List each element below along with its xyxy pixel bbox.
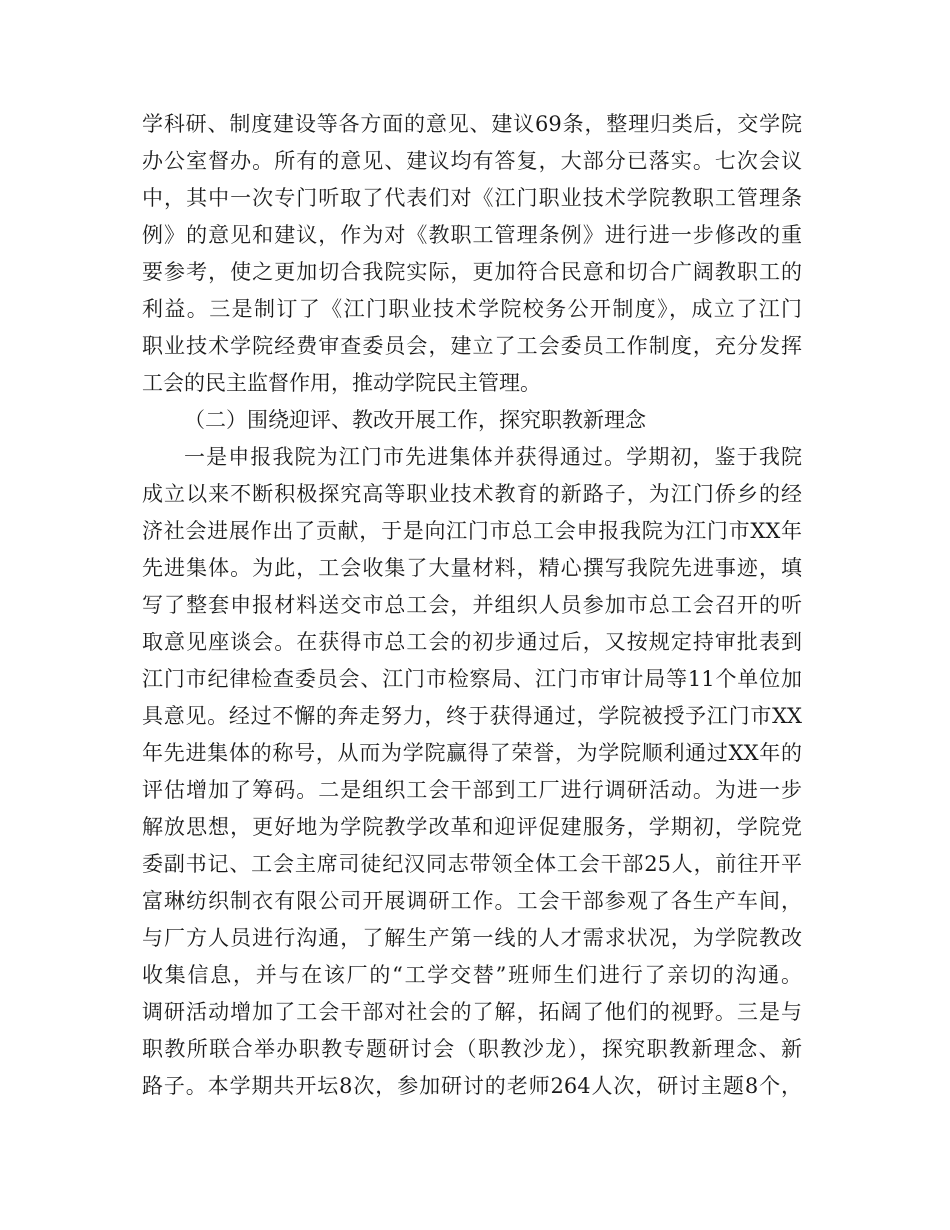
text-line: 具意见。经过不懈的奔走努力，终于获得通过，学院被授予江门市XX — [142, 704, 802, 728]
text-line: 工会的民主监督作用，推动学院民主管理。 — [142, 371, 541, 395]
text-line: 中，其中一次专门听取了代表们对《江门职业技术学院教职工管理条 — [142, 186, 802, 210]
text-line: 写了整套申报材料送交市总工会，并组织人员参加市总工会召开的听 — [142, 593, 802, 617]
text-line: 职教所联合举办职教专题研讨会（职教沙龙），探究职教新理念、新 — [142, 1037, 802, 1061]
paragraph-1 — [142, 106, 802, 402]
text-line: 一是申报我院为江门市先进集体并获得通过。学期初，鉴于我院 — [184, 445, 802, 469]
text-line: 例》的意见和建议，作为对《教职工管理条例》进行进一步修改的重 — [142, 223, 802, 247]
text-line: 富琳纺织制衣有限公司开展调研工作。工会干部参观了各生产车间， — [142, 889, 802, 913]
paragraph-2 — [142, 439, 802, 1105]
document-body — [142, 106, 802, 1105]
text-line: 学科研、制度建设等各方面的意见、建议69条，整理归类后，交学院 — [142, 112, 802, 136]
text-line: 要参考，使之更加切合我院实际，更加符合民意和切合广阔教职工的 — [142, 260, 802, 284]
text-line: 年先进集体的称号，从而为学院赢得了荣誉，为学院顺利通过XX年的 — [142, 741, 802, 765]
text-line: 成立以来不断积极探究高等职业技术教育的新路子，为江门侨乡的经 — [142, 482, 802, 506]
text-line: 济社会进展作出了贡献，于是向江门市总工会申报我院为江门市XX年 — [142, 519, 802, 543]
text-line: 利益。三是制订了《江门职业技术学院校务公开制度》，成立了江门 — [142, 297, 802, 321]
text-line: 委副书记、工会主席司徒纪汉同志带领全体工会干部25人，前往开平 — [142, 852, 802, 876]
text-line: 办公室督办。所有的意见、建议均有答复，大部分已落实。七次会议 — [142, 149, 802, 173]
text-line: 先进集体。为此，工会收集了大量材料，精心撰写我院先进事迹，填 — [142, 556, 802, 580]
text-line: 江门市纪律检查委员会、江门市检察局、江门市审计局等11个单位加 — [142, 667, 802, 691]
text-line: 收集信息，并与在该厂的“工学交替”班师生们进行了亲切的沟通。 — [142, 963, 802, 987]
text-line: 与厂方人员进行沟通，了解生产第一线的人才需求状况，为学院教改 — [142, 926, 802, 950]
text-line: 职业技术学院经费审查委员会，建立了工会委员工作制度，充分发挥 — [142, 334, 802, 358]
text-line: 解放思想，更好地为学院教学改革和迎评促建服务，学期初，学院党 — [142, 815, 802, 839]
text-line: 评估增加了筹码。二是组织工会干部到工厂进行调研活动。为进一步 — [142, 778, 802, 802]
section-heading: （二）围绕迎评、教改开展工作，探究职教新理念 — [184, 408, 646, 432]
text-line: 取意见座谈会。在获得市总工会的初步通过后，又按规定持审批表到 — [142, 630, 802, 654]
text-line: 调研活动增加了工会干部对社会的了解，拓阔了他们的视野。三是与 — [142, 1000, 802, 1024]
text-line: 路子。本学期共开坛8次，参加研讨的老师264人次，研讨主题8个， — [142, 1074, 802, 1098]
